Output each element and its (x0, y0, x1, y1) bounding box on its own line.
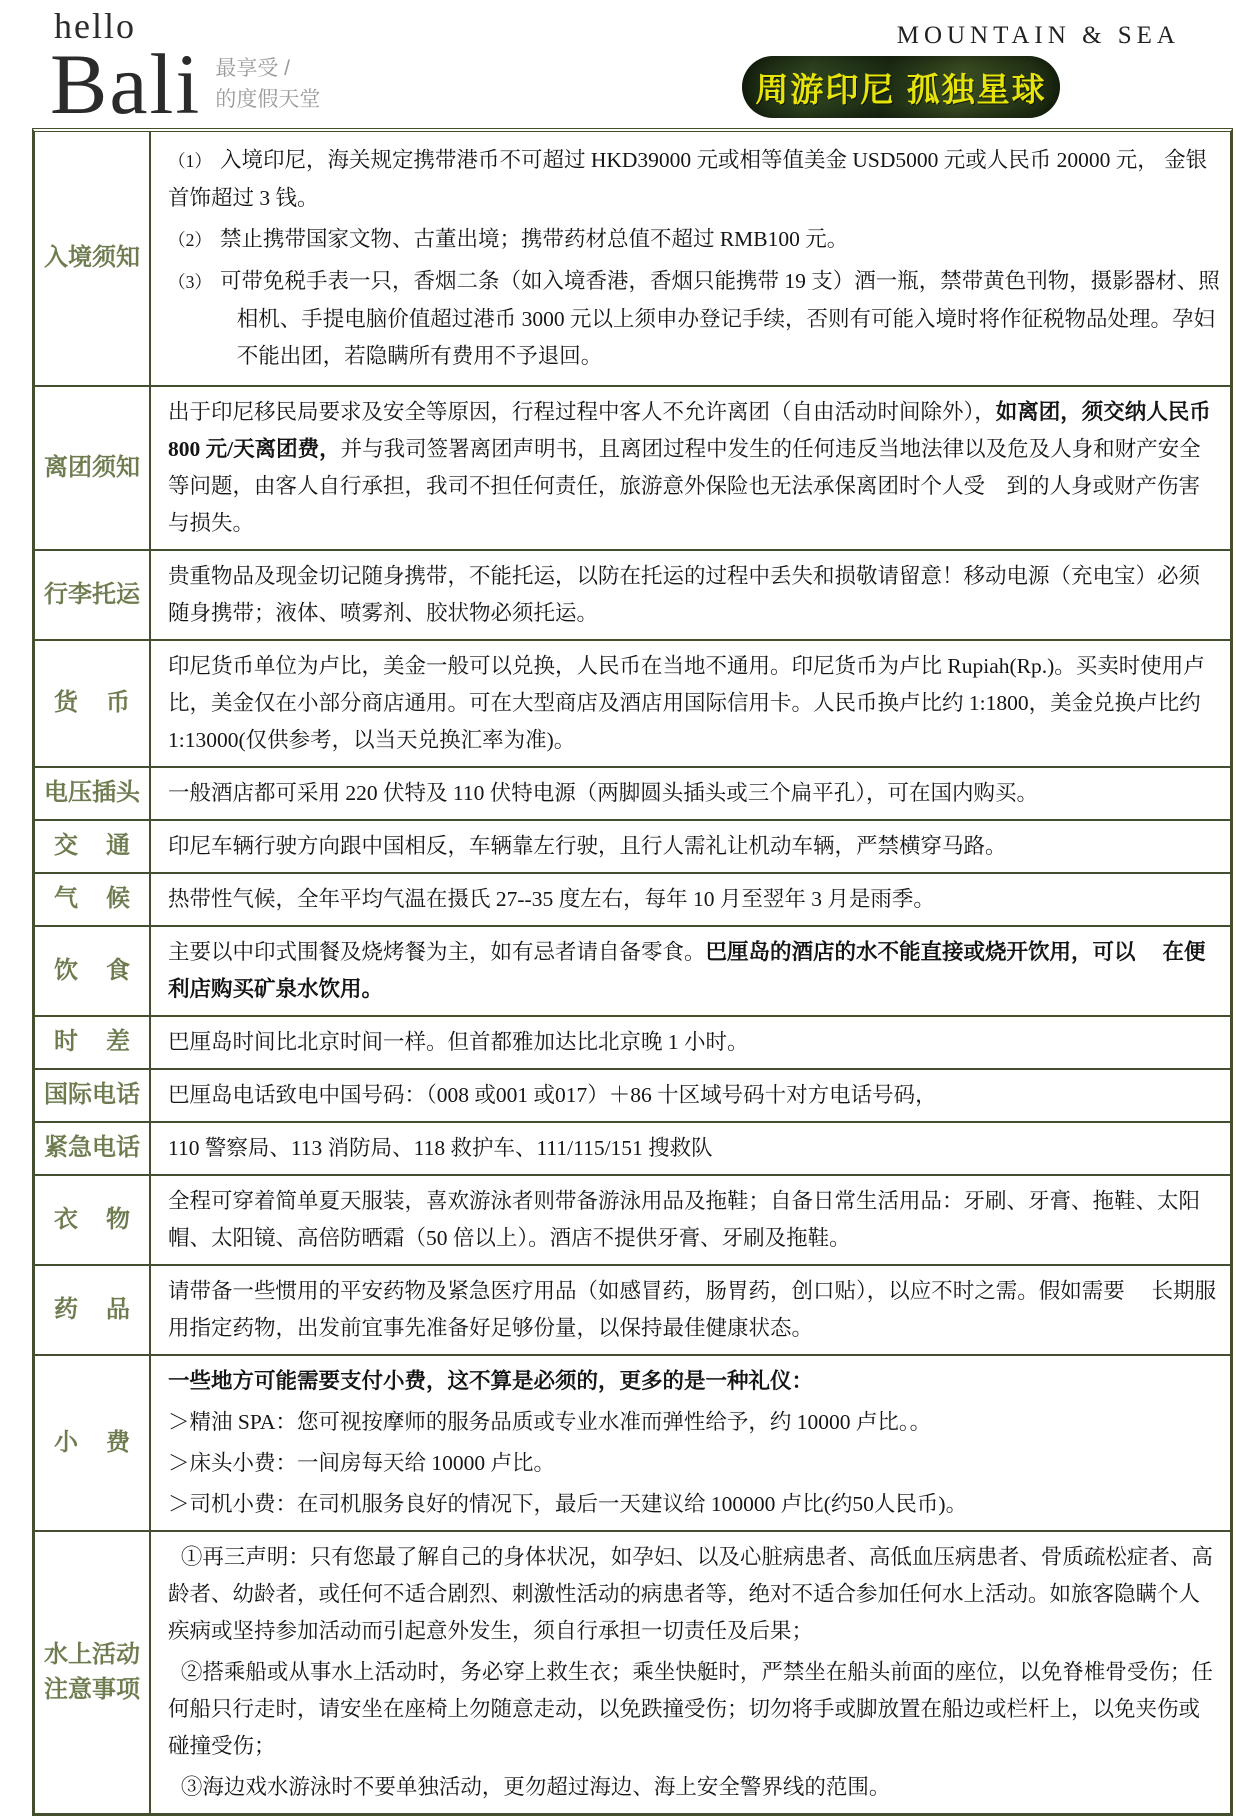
body-text: 贵重物品及现金切记随身携带，不能托运，以防在托运的过程中丢失和损敬请留意！移动电源（充电宝）必须随身携带；液体、喷雾剂、胶状物必须托运。 (168, 564, 1201, 625)
body-text: 可带免税手表一只，香烟二条（如入境香港，香烟只能携带 19 支）酒一瓶，禁带黄色刊物，摄影器材、照相机、手提电脑价值超过港币 3000 元以上须申办登记手续，否则有可能入境时将作征税物品处理。孕妇不能出团，若隐瞒所有费用不予退回。 (219, 269, 1220, 368)
body-text: 出于印尼移民局要求及安全等原因，行程过程中客人不允许离团（自由活动时间除外）， (168, 400, 996, 424)
table-row-leave-group (35, 385, 1230, 549)
row-label-text: 国际电话 (44, 1082, 140, 1109)
paragraph (168, 648, 1220, 759)
row-label-currency (35, 641, 151, 766)
paragraph (168, 1183, 1220, 1257)
page-header (0, 0, 1236, 132)
row-label-water-activities (35, 1532, 151, 1813)
row-content-traffic (151, 821, 1230, 872)
row-label-text: 注意事项 (44, 1676, 140, 1703)
body-text: 热带性气候，全年平均气温在摄氏 27--35 度左右，每年 10 月至翌年 3 月是雨季。 (168, 887, 935, 911)
body-text: 全程可穿着简单夏天服装，喜欢游泳者则带备游泳用品及拖鞋；自备日常生活用品：牙刷、牙膏、拖鞋、太阳帽、太阳镜、高倍防晒霜（50 倍以上）。酒店不提供牙膏、牙刷及拖鞋。 (168, 1189, 1201, 1250)
row-label-luggage (35, 551, 151, 639)
row-label-entry-notes (35, 132, 151, 385)
row-label-food (35, 927, 151, 1015)
row-content-intl-call (151, 1070, 1230, 1121)
brand-tagline (215, 53, 320, 116)
body-text: 禁止携带国家文物、古董出境；携带药材总值不超过 RMB100 元。 (219, 227, 849, 251)
table-row-water-activities (35, 1530, 1230, 1813)
tour-badge-text: 周游印尼 孤独星球 (755, 70, 1047, 108)
row-content-voltage (151, 768, 1230, 819)
paragraph (168, 1130, 1220, 1167)
row-label-clothing (35, 1176, 151, 1264)
paragraph (168, 1024, 1220, 1061)
row-content-clothing (151, 1176, 1230, 1264)
row-label-text: 入境须知 (44, 245, 140, 272)
table-row-traffic (35, 819, 1230, 872)
tour-badge (742, 56, 1060, 118)
row-label-emergency-call (35, 1123, 151, 1174)
brand-text (50, 6, 202, 132)
paragraph (168, 775, 1220, 812)
paragraph (168, 1539, 1220, 1650)
row-label-voltage (35, 768, 151, 819)
row-label-text: 小 费 (54, 1429, 130, 1456)
body-text: ＞司机小费：在司机服务良好的情况下，最后一天建议给 100000 卢比(约50人民币)。 (168, 1492, 968, 1516)
table-row-climate (35, 872, 1230, 925)
table-row-intl-call (35, 1068, 1230, 1121)
brand-bali: Bali (50, 36, 202, 132)
body-text: 入境印尼，海关规定携带港币不可超过 HKD39000 元或相等值美金 USD5000 元或人民币 20000 元， 金银首饰超过 3 钱。 (168, 148, 1208, 210)
row-content-climate (151, 874, 1230, 925)
item-number: （1） (168, 151, 213, 171)
table-row-medicine (35, 1264, 1230, 1354)
row-label-text: 气 候 (54, 886, 130, 913)
table-row-emergency-call (35, 1121, 1230, 1174)
paragraph (168, 1273, 1220, 1347)
row-label-text: 货 币 (54, 690, 130, 717)
row-content-medicine (151, 1266, 1230, 1354)
body-text: 巴厘岛电话致电中国号码：（008 或001 或017）＋86 十区域号码十对方电话号码， (168, 1083, 937, 1107)
row-label-intl-call (35, 1070, 151, 1121)
paragraph (168, 221, 1220, 259)
body-text: 并与我司签署离团声明书，且离团过程中发生的任何违反当地法律以及危及人身和财产安全等问题，由客人自行承担，我司不担任何责任，旅游意外保险也无法承保离团时个人受 到的人身或财产伤害与损失。 (168, 437, 1201, 535)
row-content-food (151, 927, 1230, 1015)
paragraph (168, 828, 1220, 865)
row-content-currency (151, 641, 1230, 766)
body-text: 请带备一些惯用的平安药物及紧急医疗用品（如感冒药，肠胃药，创口贴），以应不时之需。假如需要 长期服用指定药物，出发前宜事先准备好足够份量，以保持最佳健康状态。 (168, 1279, 1217, 1340)
row-label-tips (35, 1356, 151, 1530)
table-row-time-diff (35, 1015, 1230, 1068)
row-label-climate (35, 874, 151, 925)
paragraph (168, 1486, 1220, 1523)
body-text: ①再三声明：只有您最了解自己的身体状况，如孕妇、以及心脏病患者、高低血压病患者、骨质疏松症者、高龄者、幼龄者，或任何不适合剧烈、刺激性活动的病患者等，绝对不适合参加任何水上活动。如旅客隐瞒个人疾病或坚持参加活动而引起意外发生，须自行承担一切责任及后果； (168, 1545, 1213, 1643)
body-text: 一般酒店都可采用 220 伏特及 110 伏特电源（两脚圆头插头或三个扁平孔），可在国内购买。 (168, 781, 1038, 805)
row-label-text: 衣 物 (54, 1206, 130, 1233)
row-label-leave-group (35, 387, 151, 549)
table-row-tips (35, 1354, 1230, 1530)
paragraph (168, 558, 1220, 632)
body-text: ＞床头小费：一间房每天给 10000 卢比。 (168, 1451, 556, 1475)
travel-info-table (32, 128, 1233, 1816)
body-text: ＞精油 SPA：您可视按摩师的服务品质或专业水准而弹性给予，约 10000 卢比。。 (168, 1410, 932, 1434)
row-label-text: 水上活动 (44, 1641, 140, 1668)
body-text: 主要以中印式围餐及烧烤餐为主，如有忌者请自备零食。 (168, 940, 706, 964)
row-label-text: 紧急电话 (44, 1135, 140, 1162)
paragraph (168, 1769, 1220, 1806)
paragraph (168, 394, 1220, 542)
tagline-line1: 最享受 / (215, 56, 290, 80)
row-label-medicine (35, 1266, 151, 1354)
paragraph (168, 1077, 1220, 1114)
paragraph (168, 1445, 1220, 1482)
row-content-emergency-call (151, 1123, 1230, 1174)
row-label-text: 饮 食 (54, 957, 130, 984)
brand-mountain-sea: MOUNTAIN & SEA (896, 22, 1180, 49)
table-row-clothing (35, 1174, 1230, 1264)
body-text: 110 警察局、113 消防局、118 救护车、111/115/151 搜救队 (168, 1136, 713, 1160)
body-text: 印尼货币单位为卢比，美金一般可以兑换，人民币在当地不通用。印尼货币为卢比 Rupiah(Rp.)。买卖时使用卢比，美金仅在小部分商店通用。可在大型商店及酒店用国际信用卡。人民币换卢比约 1:1800，美金兑换卢比约 1:13000(仅供参考，以当天兑换汇率为准)。 (168, 654, 1205, 752)
body-text: 巴厘岛时间比北京时间一样。但首都雅加达比北京晚 1 小时。 (168, 1030, 749, 1054)
item-number: （3） (168, 272, 213, 292)
emphasis-text: 一些地方可能需要支付小费，这不算是必须的，更多的是一种礼仪： (168, 1369, 814, 1393)
tagline-line2: 的度假天堂 (215, 88, 321, 112)
row-label-text: 电压插头 (44, 780, 140, 807)
paragraph (168, 142, 1220, 217)
row-content-time-diff (151, 1017, 1230, 1068)
paragraph (168, 263, 1220, 375)
row-content-luggage (151, 551, 1230, 639)
table-row-entry-notes (35, 132, 1230, 385)
paragraph (168, 1363, 1220, 1400)
row-content-entry-notes (151, 132, 1230, 385)
row-label-text: 药 品 (54, 1296, 130, 1323)
table-row-voltage (35, 766, 1230, 819)
row-label-text: 交 通 (54, 833, 130, 860)
table-row-luggage (35, 549, 1230, 639)
brand-logo (50, 6, 321, 132)
row-content-tips (151, 1356, 1230, 1530)
row-label-text: 离团须知 (44, 454, 140, 481)
row-label-traffic (35, 821, 151, 872)
row-content-leave-group (151, 387, 1230, 549)
body-text: 印尼车辆行驶方向跟中国相反，车辆靠左行驶，且行人需礼让机动车辆，严禁横穿马路。 (168, 834, 1007, 858)
body-text: ③海边戏水游泳时不要单独活动，更勿超过海边、海上安全警界线的范围。 (180, 1775, 891, 1799)
emphasis-text: 巴厘岛的酒店的水不能直接或烧开饮用，可以 在便利店购买矿泉水饮用。 (168, 940, 1206, 1001)
paragraph (168, 1404, 1220, 1441)
row-label-text: 时 差 (54, 1029, 130, 1056)
table-row-food (35, 925, 1230, 1015)
paragraph (168, 881, 1220, 918)
paragraph (168, 934, 1220, 1008)
item-number: （2） (168, 230, 213, 250)
emphasis-text: 如离团，须交纳人民币 800 元/天离团费， (168, 400, 1211, 461)
brand-hello: hello (54, 6, 136, 46)
paragraph (168, 1654, 1220, 1765)
row-label-time-diff (35, 1017, 151, 1068)
row-label-text: 行李托运 (44, 581, 140, 608)
row-content-water-activities (151, 1532, 1230, 1813)
body-text: ②搭乘船或从事水上活动时，务必穿上救生衣；乘坐快艇时，严禁坐在船头前面的座位，以免脊椎骨受伤；任何船只行走时，请安坐在座椅上勿随意走动，以免跌撞受伤；切勿将手或脚放置在船边或栏杆上，以免夹伤或碰撞受伤； (168, 1660, 1213, 1758)
table-row-currency (35, 639, 1230, 766)
